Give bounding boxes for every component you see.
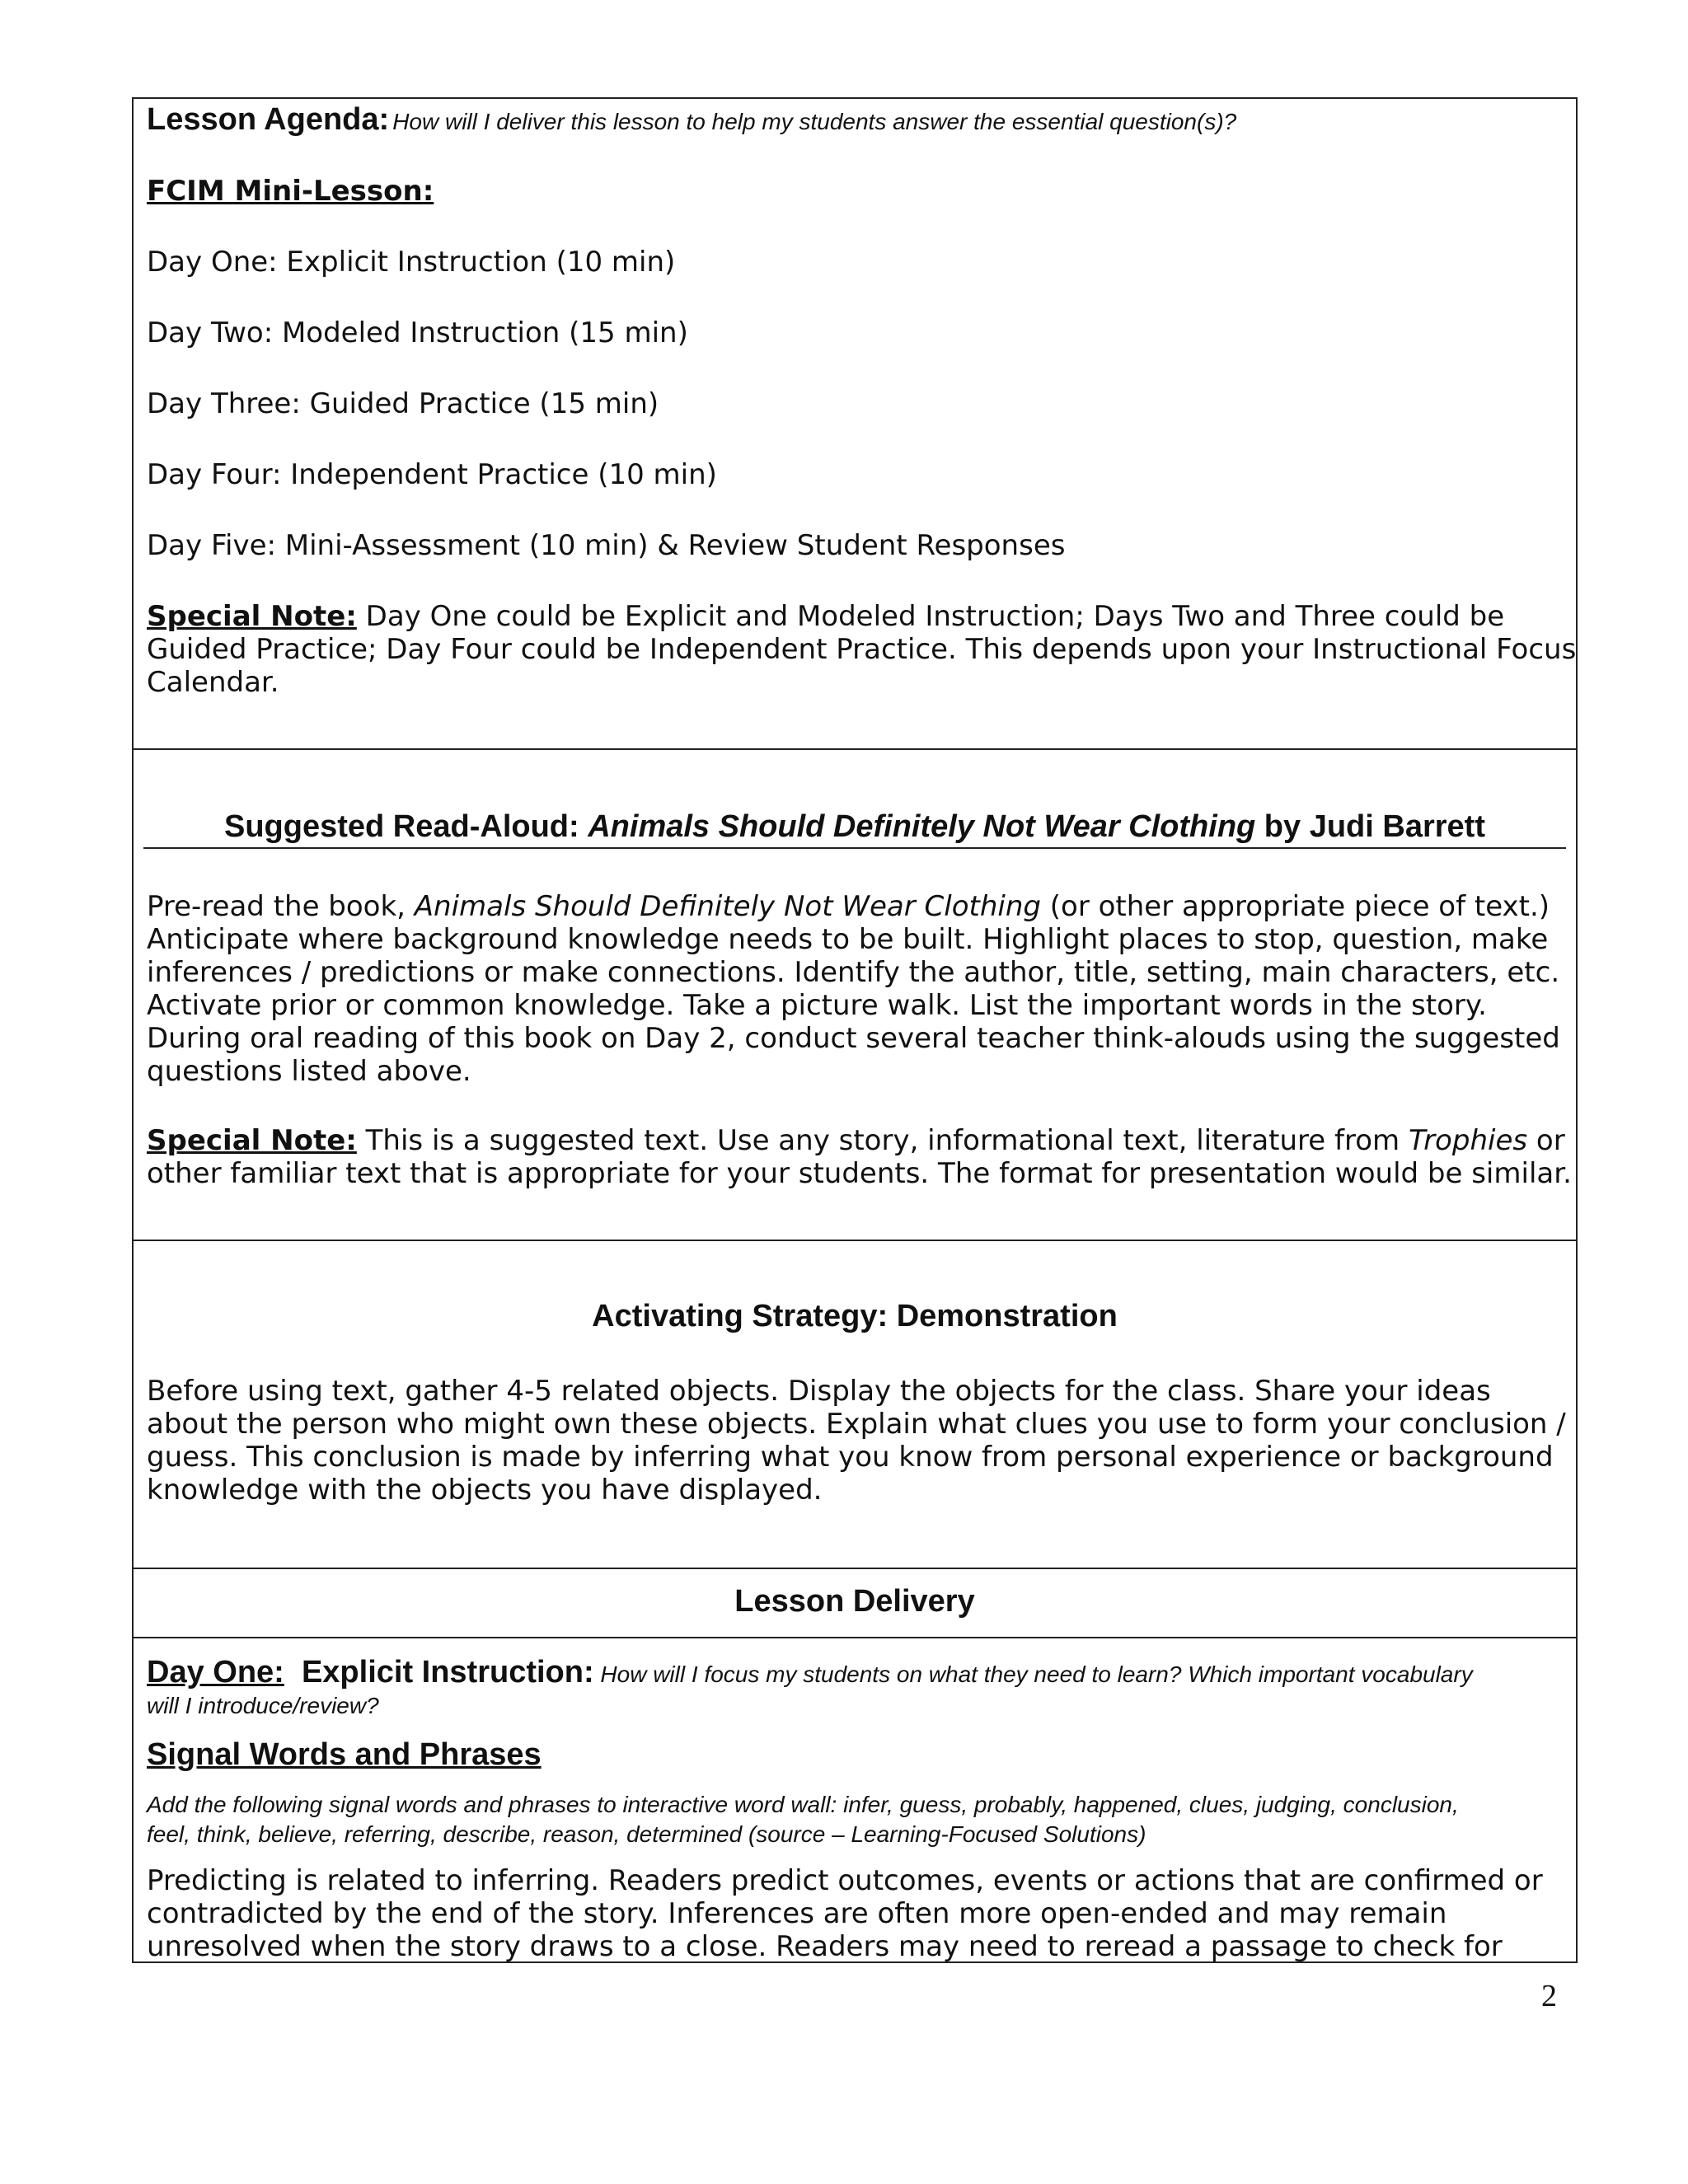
section-divider xyxy=(132,1568,1578,1569)
body-book-title: Animals Should Definitely Not Wear Clothing xyxy=(414,890,1041,923)
agenda-label: Lesson Agenda: xyxy=(147,102,390,137)
activating-body xyxy=(147,1375,1573,1507)
body-line: Before using text, gather 4-5 related objects. Display the objects for the class. Share your ideas xyxy=(147,1375,1491,1408)
signal-heading: Signal Words and Phrases xyxy=(147,1737,542,1772)
section-divider xyxy=(132,1240,1578,1241)
body-line: Activate prior or common knowledge. Take a picture walk. List the important words in the story. xyxy=(147,989,1487,1022)
book-title: Animals Should Definitely Not Wear Clothing xyxy=(588,809,1256,844)
trophies-title: Trophies xyxy=(1408,1124,1528,1157)
book-author: by Judi Barrett xyxy=(1255,809,1485,844)
section-divider xyxy=(132,748,1578,750)
read-aloud-label: Suggested Read-Aloud: xyxy=(224,809,588,844)
delivery-body xyxy=(147,1864,1573,1963)
page-number: 2 xyxy=(1541,1979,1557,2013)
heading-underline xyxy=(143,847,1566,849)
fcim-heading: FCIM Mini-Lesson: xyxy=(147,175,434,208)
activating-heading: Activating Strategy: Demonstration xyxy=(592,1299,1118,1333)
day-one-label: Day One: xyxy=(147,1655,284,1690)
day-four-item: Day Four: Independent Practice (10 min) xyxy=(147,458,717,491)
note-line: Guided Practice; Day Four could be Independent Practice. This depends upon your Instructional Focus xyxy=(147,633,1577,666)
day-one-item: Day One: Explicit Instruction (10 min) xyxy=(147,246,676,279)
body-line: inferences / predictions or make connections. Identify the author, title, setting, main characters, etc. xyxy=(147,956,1560,989)
body-text: (or other appropriate piece of text.) xyxy=(1040,890,1550,923)
agenda-header xyxy=(147,102,1573,138)
signal-line: feel, think, believe, referring, describe, reason, determined (source – Learning-Focused Solutions) xyxy=(147,1821,1146,1847)
signal-line: Add the following signal words and phrases to interactive word wall: infer, guess, probably, happened, clues, judging, conclusion, xyxy=(147,1792,1459,1817)
note-text: or xyxy=(1527,1124,1565,1157)
body-line: about the person who might own these objects. Explain what clues you use to form your conclusion / xyxy=(147,1408,1566,1441)
day-one-question: How will I focus my students on what they need to learn? Which important vocabulary xyxy=(593,1661,1473,1687)
body-line: During oral reading of this book on Day 2, conduct several teacher think-alouds using the suggested xyxy=(147,1022,1560,1055)
section-divider xyxy=(132,1637,1578,1638)
agenda-question: How will I deliver this lesson to help my students answer the essential question(s)? xyxy=(392,109,1237,134)
signal-words xyxy=(147,1790,1573,1849)
note-label: Special Note: xyxy=(147,600,357,633)
note-line: other familiar text that is appropriate for your students. The format for presentation would be similar. xyxy=(147,1157,1572,1190)
day-three-item: Day Three: Guided Practice (15 min) xyxy=(147,387,659,420)
day-one-title: Explicit Instruction: xyxy=(284,1655,594,1690)
body-line: unresolved when the story draws to a close. Readers may need to reread a passage to check for xyxy=(147,1930,1503,1963)
day-one-question-cont: will I introduce/review? xyxy=(147,1693,379,1718)
read-aloud-heading xyxy=(132,809,1578,845)
note-line: Day One could be Explicit and Modeled Instruction; Days Two and Three could be xyxy=(356,600,1505,633)
note-text: This is a suggested text. Use any story, informational text, literature from xyxy=(356,1124,1409,1157)
body-line: questions listed above. xyxy=(147,1055,471,1088)
read-aloud-body xyxy=(147,890,1573,1088)
note-label: Special Note: xyxy=(147,1124,357,1157)
body-line: guess. This conclusion is made by inferring what you know from personal experience or background xyxy=(147,1441,1554,1474)
day-five-item: Day Five: Mini-Assessment (10 min) & Review Student Responses xyxy=(147,529,1066,562)
body-line: knowledge with the objects you have displayed. xyxy=(147,1474,823,1507)
day-two-item: Day Two: Modeled Instruction (15 min) xyxy=(147,316,688,349)
delivery-heading: Lesson Delivery xyxy=(734,1584,975,1619)
body-line: Anticipate where background knowledge needs to be built. Highlight places to stop, question, make xyxy=(147,923,1549,956)
body-text: Pre-read the book, xyxy=(147,890,415,923)
read-aloud-special-note xyxy=(147,1124,1573,1190)
body-line: Predicting is related to inferring. Readers predict outcomes, events or actions that are confirmed or xyxy=(147,1864,1543,1897)
note-line: Calendar. xyxy=(147,666,279,699)
day-one-header xyxy=(147,1655,1573,1690)
body-line: contradicted by the end of the story. Inferences are often more open-ended and may remain xyxy=(147,1897,1447,1930)
agenda-special-note xyxy=(147,600,1577,699)
